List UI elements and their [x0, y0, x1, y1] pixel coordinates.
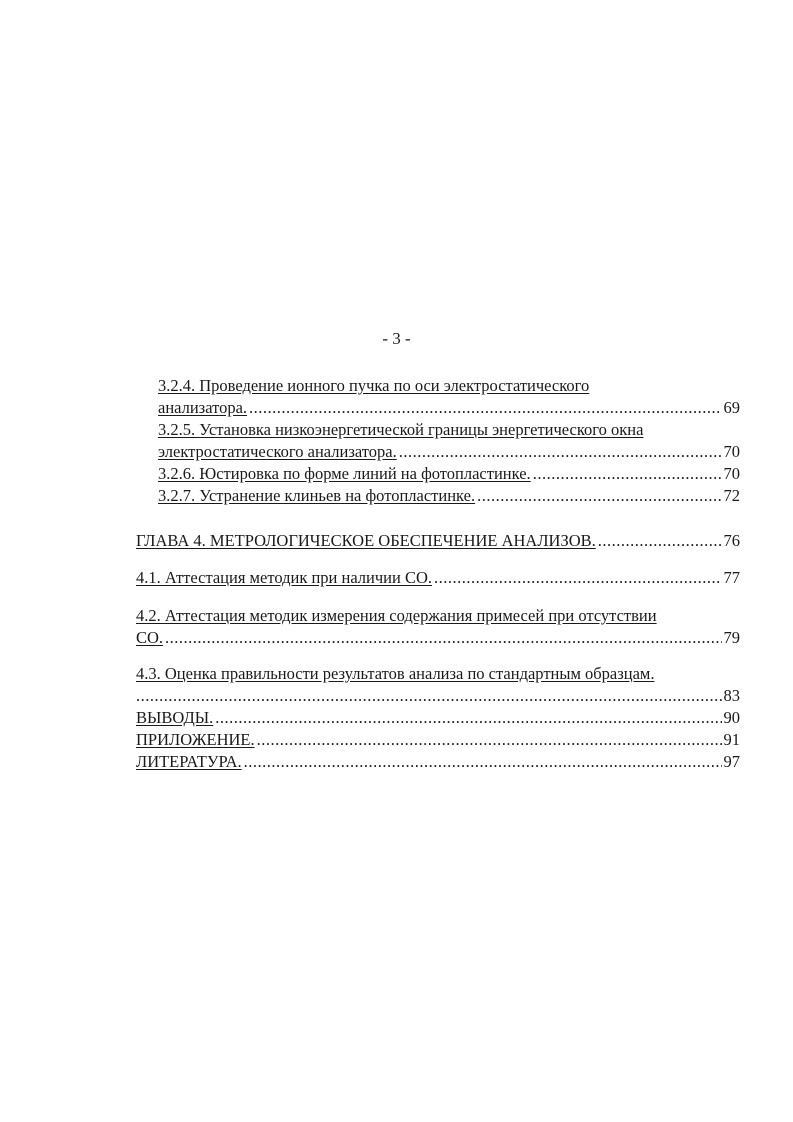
toc-entry-title: 4.1. Аттестация методик при наличии СО. [136, 568, 432, 587]
toc-entry-chapter-4[interactable] [136, 531, 740, 551]
toc-entry-title: ГЛАВА 4. МЕТРОЛОГИЧЕСКОЕ ОБЕСПЕЧЕНИЕ АНАЛИЗОВ. [136, 531, 596, 550]
toc-entry-3-2-5-line[interactable] [158, 442, 740, 462]
toc-entry-title-cont: СО. [136, 628, 164, 647]
dot-leader [598, 531, 722, 551]
dot-leader [165, 628, 721, 648]
toc-entry-4-3-title[interactable] [136, 664, 761, 684]
toc-page-number: 77 [723, 568, 740, 587]
toc-entry-title-cont: электростатического анализатора. [158, 442, 397, 461]
toc-entry-title: 4.3. Оценка правильности результатов анализа по стандартным образцам. [136, 664, 655, 683]
toc-entry-title: 3.2.6. Юстировка по форме линий на фотопластинке. [158, 464, 531, 483]
toc-entry-conclusions[interactable] [136, 708, 740, 728]
dot-leader [136, 686, 722, 706]
toc-page-number: 69 [723, 398, 740, 417]
dot-leader [249, 398, 721, 418]
toc-entry-title: 3.2.4. Проведение ионного пучка по оси электростатического [158, 376, 590, 395]
toc-page-number: 70 [723, 442, 740, 461]
toc-entry-3-2-7[interactable] [158, 486, 740, 506]
toc-page-number: 90 [723, 708, 740, 727]
dot-leader [257, 730, 722, 750]
toc-entry-title: ПРИЛОЖЕНИЕ. [136, 730, 255, 749]
dot-leader [477, 486, 721, 506]
toc-page-number: 72 [723, 486, 740, 505]
toc-entry-3-2-6[interactable] [158, 464, 740, 484]
toc-page-number: 76 [723, 531, 740, 550]
toc-page-number: 97 [723, 752, 740, 771]
dot-leader [215, 708, 721, 728]
toc-entry-3-2-5-title[interactable] [158, 420, 758, 440]
toc-entry-title: 4.2. Аттестация методик измерения содержания примесей при отсутствии [136, 606, 657, 625]
dot-leader [399, 442, 722, 462]
page-number: - 3 - [382, 329, 411, 348]
toc-entry-appendix[interactable] [136, 730, 740, 750]
toc-entry-title-cont: анализатора. [158, 398, 248, 417]
toc-entry-4-1[interactable] [136, 568, 740, 588]
toc-entry-3-2-4-title[interactable] [158, 376, 758, 396]
toc-entry-4-2-line[interactable] [136, 628, 740, 648]
dot-leader [244, 752, 722, 772]
toc-entry-3-2-4-line[interactable] [158, 398, 740, 418]
toc-page-number: 79 [723, 628, 740, 647]
toc-entry-title: 3.2.7. Устранение клиньев на фотопластинке. [158, 486, 476, 505]
toc-entry-title: 3.2.5. Установка низкоэнергетической границы энергетического окна [158, 420, 644, 439]
toc-entry-references[interactable] [136, 752, 740, 772]
toc-entry-4-2-title[interactable] [136, 606, 761, 626]
toc-entry-title: ВЫВОДЫ. [136, 708, 214, 727]
toc-page-number: 83 [723, 686, 740, 705]
dot-leader [434, 568, 722, 588]
toc-page-number: 91 [723, 730, 740, 749]
dot-leader [533, 464, 722, 484]
toc-entry-4-3-line[interactable] [136, 686, 740, 706]
toc-entry-title: ЛИТЕРАТУРА. [136, 752, 242, 771]
toc-page-number: 70 [723, 464, 740, 483]
